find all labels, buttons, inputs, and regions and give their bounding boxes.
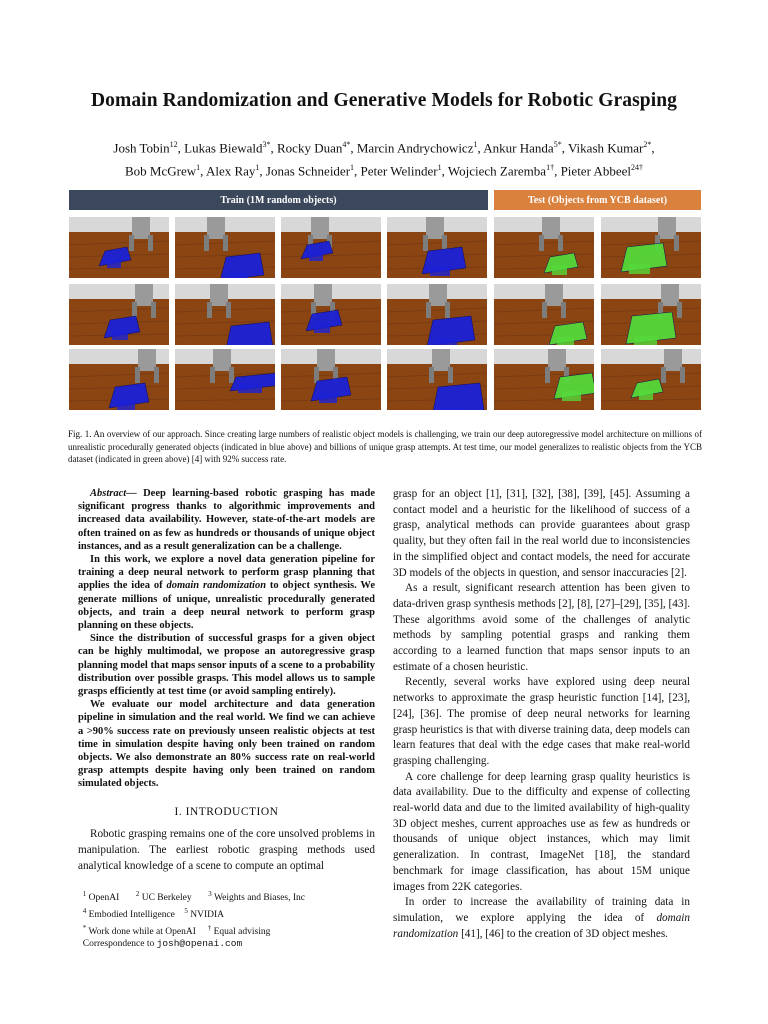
- abstract-p2-b: to object synthesis. We generate millions of unique, unrealistic procedurally generated objects, and train a deep neural network to perform grasp planning on these objects.: [78, 580, 375, 632]
- section-heading-introduction: I. INTRODUCTION: [174, 805, 279, 818]
- train-scene-thumbnail: [387, 217, 487, 278]
- author-affiliation: 1: [255, 163, 260, 173]
- train-scene-thumbnail: [281, 284, 381, 345]
- train-scene-thumbnail: [69, 349, 169, 410]
- abstract-lead: Abstract: [90, 488, 127, 499]
- train-scene-thumbnail: [387, 349, 487, 410]
- author-name: Pieter Abbeel: [560, 163, 631, 179]
- train-scene-thumbnail: [175, 217, 275, 278]
- intro-right-p5-a: In order to increase the availability of training data in simulation, we explore applying the idea of: [393, 896, 690, 924]
- author-affiliation: 12: [169, 140, 178, 149]
- test-scene-thumbnail: [601, 349, 701, 410]
- author-name: Peter Welinder: [360, 163, 438, 179]
- train-scene-thumbnail: [69, 284, 169, 345]
- author-affiliation: 1: [350, 163, 355, 173]
- footnote-line-2: $^4$ Embodied Intelligence $^5$ NVIDIA: [82, 907, 225, 921]
- author-line-1: Josh Tobin$^{12}$, Lukas Biewald$^{3*}$, Rocky Duan$^{4*}$, Marcin Andrychowicz$^1$, Ankur Handa$^{5*}$, Vikash Kumar$^{2*}$,: [113, 140, 655, 156]
- author-affiliation: 4*: [342, 140, 351, 149]
- email-link[interactable]: josh@openai.com: [156, 938, 243, 950]
- abstract-p2-a: In this work, we explore a novel data generation pipeline for training a deep neural network to perform grasp planning that applies the idea of: [78, 554, 375, 592]
- footnote-correspondence: Correspondence to josh@openai.com: [82, 938, 243, 950]
- intro-right-p3: Recently, several works have explored using deep neural networks to approximate the grasp heuristic function [14], [23], [24], [36]. The promise of deep neural networks for learning grasp heuristics is that with diverse training data, deep models can learn features that deal with the edge cases that make real-world grasping challenging.: [393, 676, 690, 767]
- author-name: Rocky Duan: [277, 140, 343, 156]
- train-scene-thumbnail: [175, 349, 275, 410]
- author-name: Jonas Schneider: [265, 163, 351, 179]
- paper-title: Domain Randomization and Generative Models for Robotic Grasping: [90, 90, 678, 111]
- author-line-2: Bob McGrew$^1$, Alex Ray$^1$, Jonas Schneider$^1$, Peter Welinder$^1$, Wojciech Zaremba$^{1\dagger}$, Pieter Abbeel$^{24\dagger}$: [125, 163, 643, 179]
- author-name: Alex Ray: [205, 163, 256, 179]
- train-scene-thumbnail: [387, 284, 487, 345]
- author-affiliation: 24†: [630, 163, 643, 173]
- test-scene-thumbnail: [494, 349, 594, 410]
- author-affiliation: 2*: [643, 140, 652, 149]
- author-name: Vikash Kumar: [567, 140, 644, 156]
- footnote-line-3: * Work done while at OpenAI † Equal advising: [82, 923, 271, 937]
- train-scene-thumbnail: [69, 217, 169, 278]
- intro-right-p2: As a result, significant research attention has been given to data-driven grasp synthesis methods [2], [8], [27]–[29], [35], [43]. These algorithms avoid some of the challenges of analytic methods by sampling potential grasps and ranking them according to a learned function that maps sensor inputs to an estimate of a chosen heuristic.: [393, 582, 690, 673]
- author-affiliation: 3*: [262, 140, 271, 149]
- footnotes: [78, 888, 375, 950]
- intro-right-p1: grasp for an object [1], [31], [32], [38], [39], [45]. Assuming a contact model and a heuristic for the likelihood of success of a grasp, analytical methods can provide guarantees about grasp quality, but they often fail in the real world due to inconsistencies in the simplified object and contact models, the need for accurate 3D models of the objects in question, and sensor inaccuracies [2].: [393, 488, 690, 579]
- intro-right-p5-b: [41], [46] to the creation of 3D object meshes.: [458, 927, 668, 940]
- author-name: Josh Tobin: [113, 140, 170, 156]
- train-scene-thumbnail: [281, 349, 381, 410]
- test-scene-thumbnail: [494, 284, 594, 345]
- author-list: [40, 135, 728, 182]
- intro-right-p5-em: domain randomization: [393, 911, 690, 940]
- test-scene-thumbnail: [601, 217, 701, 278]
- intro-p1: Robotic grasping remains one of the core unsolved problems in manipulation. The earliest robotic grasping methods used analytical knowledge of a scene to compute an optimal: [78, 828, 375, 872]
- abstract-p1: Deep learning-based robotic grasping has made significant progress thanks to algorithmic improvements and increased data availability. However, state-of-the-art models are often trained on as few as hundreds or thousands of unique object instances, and as a result generalization can be a challenge.: [78, 488, 375, 552]
- author-affiliation: 1: [473, 140, 478, 149]
- right-column: [393, 487, 690, 942]
- footnote-line-1: $^1$ OpenAI $^2$ UC Berkeley $^3$ Weights and Biases, Inc: [82, 890, 306, 904]
- test-header: Test (Objects from YCB dataset): [494, 190, 701, 210]
- author-name: Ankur Handa: [483, 140, 554, 156]
- author-name: Bob McGrew: [125, 163, 197, 179]
- author-name: Lukas Biewald: [184, 140, 263, 156]
- figure-caption: Fig. 1. An overview of our approach. Since creating large numbers of realistic object models is challenging, we train our deep autoregressive model architecture on millions of unrealistic procedurally generated objects (indicated in blue above) and billions of unique grasp attempts. At test time, our model generalizes to realistic objects from the YCB dataset (indicated in green above) [4] with 92% success rate.: [68, 429, 702, 464]
- left-column: [78, 487, 375, 951]
- abstract-p4: We evaluate our model architecture and data generation pipeline in simulation and the real world. We find we can achieve a >90% success rate on previously unseen realistic objects at test time in simulation despite having only been trained on random objects. We also demonstrate an 80% success rate on real-world grasp attempts despite having only been trained on random simulated objects.: [78, 699, 375, 790]
- author-affiliation: 1: [196, 163, 201, 173]
- train-scene-thumbnail: [175, 284, 275, 345]
- author-affiliation: 1†: [546, 163, 555, 173]
- train-scene-thumbnail: [281, 217, 381, 278]
- test-scene-thumbnail: [494, 217, 594, 278]
- author-name: Wojciech Zaremba: [447, 163, 547, 179]
- author-affiliation: 1: [437, 163, 442, 173]
- figure-1: [69, 190, 701, 402]
- abstract-p2-em: domain randomization: [166, 580, 267, 592]
- author-name: Marcin Andrychowicz: [356, 140, 474, 156]
- author-affiliation: 5*: [553, 140, 562, 149]
- test-scene-thumbnail: [601, 284, 701, 345]
- abstract: Abstract— Deep learning-based robotic grasping has made significant progress thanks to algorithmic improvements and increased data availability. However, state-of-the-art models are often trained on as few as hundreds or thousands of unique object instances, and as a result generalization can be a challenge. In this work, we explore a novel data generation pipeline for training a deep neural network to perform grasp planning that applies the idea of domain randomization to object synthesis. We generate millions of unique, unrealistic procedurally generated objects, and train a deep neural network to perform grasp planning on these objects. Since the distribution of successful grasps for a given object can be highly multimodal, we propose an autoregressive grasp planning model that maps sensor inputs of a scene to a probability distribution over possible grasps. This model allows us to sample grasps efficiently at test time (or avoid sampling entirely). We evaluate our model architecture and data generation pipeline in simulation and the real world. We find we can achieve a >90% success rate on previously unseen realistic objects at test time in simulation despite having only been trained on random objects. We also demonstrate an 80% success rate on real-world grasp attempts despite having only been trained on random simulated objects.: [78, 488, 375, 790]
- intro-right-p4: A core challenge for deep learning grasp quality heuristics is data availability. Due to the difficulty and expense of collecting real-world data and due to the limited availability of high-quality 3D object meshes, current approaches use as few as hundreds or thousands of unique object instances, which may limit generalization. In contrast, ImageNet [18], the standard benchmark for image classification, has about 15M unique images from 22K categories.: [393, 770, 690, 893]
- train-header: Train (1M random objects): [69, 190, 488, 210]
- abstract-p3: Since the distribution of successful grasps for a given object can be highly multimodal, we propose an autoregressive grasp planning model that maps sensor inputs of a scene to a probability distribution over possible grasps. This model allows us to sample grasps efficiently at test time (or avoid sampling entirely).: [78, 633, 375, 698]
